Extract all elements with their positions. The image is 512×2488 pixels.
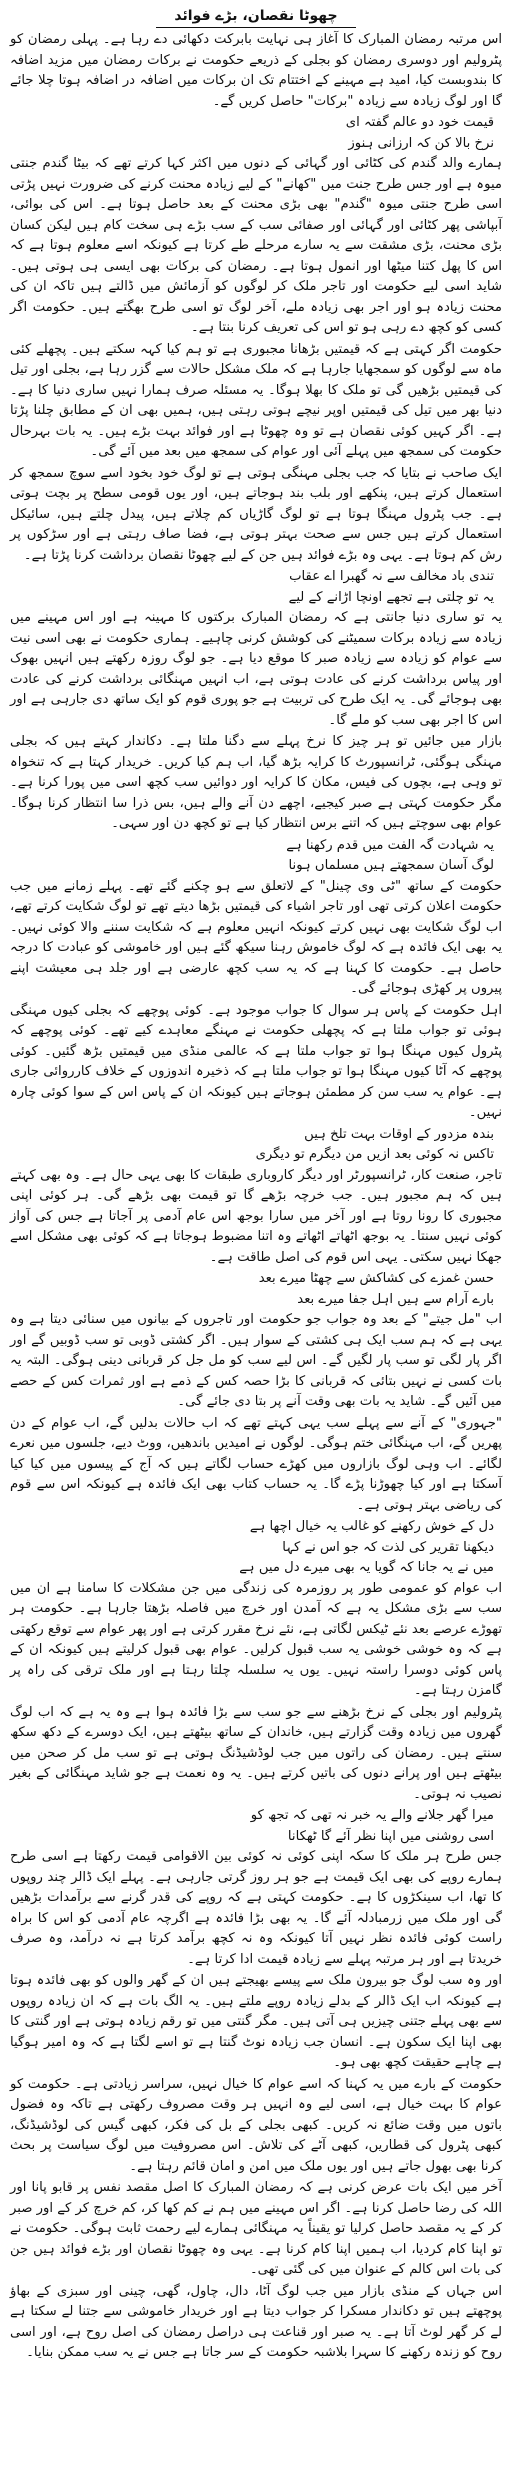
column-title: چھوٹا نقصان، بڑے فوائد	[10, 6, 502, 28]
paragraph: حکومت کے ساتھ "ٹی وی چینل" کے لاتعلق سے ہو چکنے گئے تھے۔ پہلے زمانے میں جب حکومت اعلان کرتی تھی اور تاجر اشیاء کی قیمتیں بڑھا دیتے تھے تو لوگ شکایت کرتے تھے، اب لوگ شکایت بھی نہیں کرتے کیونکہ انہیں معلوم ہے کہ شکایت سننے والا کوئی نہیں۔ یہ بھی ایک فائدہ ہے کہ لوگ خاموش رہنا سیکھ گئے ہیں اور خاموشی کو عبادت کا درجہ حاصل ہے۔ حکومت کا کہنا ہے کہ یہ سب کچھ عارضی ہے اور جلد ہی معیشت اپنے پیروں پر کھڑی ہوجائے گی۔	[10, 878, 502, 996]
verse-line: اسی روشنی میں اپنا نظر آئے گا ٹھکانا	[287, 1828, 494, 1844]
paragraph: بازار میں جائیں تو ہر چیز کا نرخ پہلے سے دگنا ملتا ہے۔ دکاندار کہتے ہیں کہ بجلی مہنگی ہوگئی، ٹرانسپورٹ کا کرایہ بڑھ گیا، اب ہم کیا کریں۔ خریدار کہتا ہے کہ تنخواہ تو وہی ہے، بچوں کی فیس، مکان کا کرایہ اور دوائیں سب کچھ اسی میں پورا کرنا ہے۔ مگر حکومت کہتی ہے صبر کیجیے، اچھے دن آنے والے ہیں، بس ذرا سا انتظار کرنا ہوگا۔ عوام بھی سوچتے ہیں کہ اتنے برس انتظار کیا ہے تو کچھ دن اور سہی۔	[10, 734, 502, 831]
paragraph: اور وہ سب لوگ جو بیرون ملک سے پیسے بھیجتے ہیں ان کے گھر والوں کو بھی فائدہ ہوتا ہے کیونکہ اب ایک ڈالر کے بدلے زیادہ روپے ملتے ہیں۔ یہ الگ بات ہے کہ ان زیادہ روپوں سے بھی پہلے جتنی چیزیں ہی آتی ہیں۔ مگر گنتی میں تو رقم زیادہ ہوتی ہے اور گنتی کا بھی اپنا ایک سکون ہے۔ انسان جب زیادہ نوٹ گنتا ہے تو اسے لگتا ہے کہ وہ امیر ہوگیا ہے چاہے حقیقت کچھ بھی ہو۔	[10, 1973, 502, 2070]
paragraph: اب "مل جیتے" کے بعد وہ جواب جو حکومت اور تاجروں کے بیانوں میں سنائی دیتا ہے وہ یہی ہے کہ ہم سب ایک ہی کشتی کے سوار ہیں۔ اگر کشتی ڈوبی تو سب ڈوبیں گے اور اگر پار لگی تو سب پار لگیں گے۔ اس لیے سب کو مل جل کر قربانی دینی ہوگی۔ البتہ یہ بات کسی نے نہیں بتائی کہ قربانی کا بڑا حصہ کس کے ذمے ہے اور ثمرات کس کے حصے میں آئیں گے۔ شاید یہ بات بھی وقت آنے پر بتا دی جائے گی۔	[10, 1312, 502, 1409]
verse-line: قیمت خود دو عالم گفتہ ای	[345, 115, 494, 130]
paragraph: "جہوری" کے آنے سے پہلے سب یہی کہتے تھے کہ اب حالات بدلیں گے، اب عوام کے دن پھریں گے، اب مہنگائی ختم ہوگی۔ لوگوں نے امیدیں باندھیں، ووٹ دیے، جلسوں میں نعرے لگائے۔ اب وہی لوگ بازاروں میں کھڑے حساب لگاتے ہیں کہ آج کے پیسوں میں کیا کیا آسکتا ہے اور کیا چھوڑنا پڑے گا۔ یہ حساب کتاب بھی ایک فائدہ ہے کیونکہ اس سے قوم کی ریاضی بہتر ہوتی ہے۔	[10, 1415, 502, 1513]
verse-line: تاکس نہ کوئی بعد ازیں من دیگرم تو دیگری	[255, 1147, 494, 1162]
verse-line: دل کے خوش رکھنے کو غالب یہ خیال اچھا ہے	[249, 1519, 494, 1534]
verse-line: یہ تو چلتی ہے تجھے اونچا اڑانے کے لیے	[288, 589, 494, 605]
verse-line: میں نے یہ جانا کہ گویا یہ بھی میرے دل میں ہے	[239, 1560, 494, 1575]
verse-line: نرخ بالا کن کہ ارزانی ہنوز	[348, 135, 494, 151]
paragraph: حکومت اگر کہتی ہے کہ قیمتیں بڑھانا مجبوری ہے تو ہم کیا کہہ سکتے ہیں۔ پچھلے کئی ماہ سے لوگوں کو سمجھایا جارہا ہے کہ ملک مشکل حالات سے گزر رہا ہے، بجلی اور تیل کی قیمتیں بڑھیں گی تو ملک کا بھلا ہوگا۔ یہ مسئلہ صرف ہمارا نہیں ساری دنیا کا ہے۔ دنیا بھر میں تیل کی قیمتیں اوپر نیچے ہوتی رہتی ہیں، ہمیں بھی ان کے مطابق چلنا پڑتا ہے۔ اگر کہیں کوئی نقصان ہے تو وہ چھوٹا ہے اور فوائد بہت بڑے ہیں۔ یہ بات بہرحال حکومت کی سمجھ میں پہلے آئی اور عوام کی سمجھ میں بعد میں آئے گی۔	[10, 341, 502, 459]
verse-line: دیکھنا تقریر کی لذت کہ جو اس نے کہا	[282, 1539, 494, 1555]
paragraph: ایک صاحب نے بتایا کہ جب بجلی مہنگی ہوتی ہے تو لوگ خود بخود اسے سوچ سمجھ کر استعمال کرتے ہیں، پنکھے اور بلب بند ہوجاتے ہیں، اور یوں قومی سطح پر بچت ہوتی ہے۔ جب پٹرول مہنگا ہوتا ہے تو لوگ گاڑیاں کم چلاتے ہیں، پیدل چلتے ہیں، سائیکل استعمال کرتے ہیں جس سے صحت بہتر ہوتی ہے، فضا صاف رہتی ہے اور سڑکوں پر رش کم ہوتا ہے۔ یہی وہ بڑے فوائد ہیں جن کے لیے چھوٹا نقصان برداشت کرنا پڑتا ہے۔	[10, 465, 502, 563]
verse-line: تندی باد مخالف سے نہ گھبرا اے عقاب	[289, 569, 494, 584]
verse-line: میرا گھر جلانے والے یہ خبر نہ تھی کہ تجھ کو	[250, 1808, 494, 1823]
verse-line: حسن غمزے کی کشاکش سے چھٹا میرے بعد	[258, 1271, 494, 1286]
paragraph: آخر میں ایک بات عرض کرنی ہے کہ رمضان المبارک کا اصل مقصد نفس پر قابو پانا اور اللہ کی رضا حاصل کرنا ہے۔ اگر اس مہینے میں ہم نے کم کھا کر، کم خرچ کر کے اور صبر کر کے یہ مقصد حاصل کرلیا تو یقیناً یہ مہنگائی ہمارے لیے رحمت ثابت ہوگی۔ حکومت نے تو اپنا کام کردیا، اب ہمیں اپنا کام کرنا ہے۔ یہی وہ چھوٹا نقصان اور بڑے فوائد ہیں جن کی بات اس کالم کے عنوان میں کی گئی تھی۔	[10, 2180, 502, 2277]
paragraph: اس جہاں کے منڈی بازار میں جب لوگ آٹا، دال، چاول، گھی، چینی اور سبزی کے بھاؤ پوچھتے ہیں تو دکاندار مسکرا کر جواب دیتا ہے اور خریدار خاموشی سے جتنا لے سکتا ہے لے کر گھر لوٹ آتا ہے۔ یہ صبر اور قناعت ہی دراصل رمضان کی اصل روح ہے، اور اسی روح کو زندہ رکھنے کا سہرا بلاشبہ حکومت کے سر جاتا ہے جس نے یہ سب ممکن بنایا۔	[10, 2283, 502, 2360]
paragraph: جس طرح ہر ملک کا سکہ اپنی کوئی نہ کوئی بین الاقوامی قیمت رکھتا ہے اسی طرح ہمارے روپے کی بھی ایک قیمت ہے جو ہر روز گرتی جارہی ہے۔ پہلے ایک ڈالر چند روپوں کا تھا، اب سینکڑوں کا ہے۔ حکومت کہتی ہے کہ روپے کی قدر گرنے سے برآمدات بڑھیں گی اور ملک میں زرمبادلہ آئے گا۔ یہ بھی بڑا فائدہ ہے اگرچہ عام آدمی کو اس کا براہ راست کوئی فائدہ نظر نہیں آتا کیونکہ وہ نہ کچھ برآمد کرتا ہے نہ درآمد، وہ صرف خریدتا ہے اور ہر مرتبہ پہلے سے زیادہ قیمت ادا کرتا ہے۔	[10, 1849, 502, 1967]
verse-line: یہ شہادت گہ الفت میں قدم رکھنا ہے	[286, 837, 494, 853]
paragraph: اب عوام کو عمومی طور پر روزمرہ کی زندگی میں جن مشکلات کا سامنا ہے ان میں سب سے بڑی مشکل یہ ہے کہ آمدن اور خرچ میں فاصلہ بڑھتا جارہا ہے۔ حکومت ہر تھوڑے عرصے بعد نئے ٹیکس لگاتی ہے، نئے نرخ مقرر کرتی ہے اور پھر عوام سے توقع رکھتی ہے کہ وہ خوشی خوشی یہ سب قبول کرلیں۔ عوام بھی قبول کرلیتے ہیں کیونکہ ان کے پاس کوئی دوسرا راستہ نہیں۔ یوں یہ سلسلہ چلتا رہتا ہے اور ملک ترقی کی راہ پر گامزن رہتا ہے۔	[10, 1580, 502, 1698]
paragraph: ہمارے والد گندم کی کٹائی اور گہائی کے دنوں میں اکثر کہا کرتے تھے کہ بیٹا گندم جنتی میوہ ہے اور جس طرح جنت میں "کھانے" کے لیے زیادہ محنت کرنے کی ضرورت نہیں پڑتی اسی طرح جنتی میوہ "گندم" بھی بڑی محنت کے بعد حاصل ہوتا ہے۔ اس کی بوائی، آبپاشی پھر کٹائی اور گہائی اور صفائی سب کے سب بڑے ہی سخت کام ہیں لیکن کسان بڑی محنت، بڑی مشقت سے یہ سارے مرحلے طے کرتا ہے کیونکہ اسے معلوم ہوتا ہے کہ اس کا پھل کتنا میٹھا اور انمول ہوتا ہے۔ رمضان کی برکات بھی ایسی ہی ہوتی ہیں۔ شاید اسی لیے حکومت اور تاجر ملک کر لوگوں کو آزمائش میں ڈالتے ہیں تاکہ ان کی محنت زیادہ ہو اور اجر بھی زیادہ ملے، آخر لوگ تو اسی طرح بھگتے ہیں۔ حکومت اگر کسی کو کچھ دے رہی ہو تو اس کی تعریف کرنا بنتا ہے۔	[10, 156, 502, 335]
paragraph: حکومت کے بارے میں یہ کہنا کہ اسے عوام کا خیال نہیں، سراسر زیادتی ہے۔ حکومت کو عوام کا بہت خیال ہے، اسی لیے وہ انہیں ہر وقت مصروف رکھتی ہے تاکہ وہ فضول باتوں میں وقت ضائع نہ کریں۔ کبھی بجلی کے بل کی فکر، کبھی گیس کی لوڈشیڈنگ، کبھی پٹرول کی قطاریں، کبھی آٹے کی تلاش۔ اس مصروفیت میں لوگ سیاست پر بحث کرنا بھی بھول جاتے ہیں اور یوں ملک میں امن و امان قائم رہتا ہے۔	[10, 2076, 502, 2174]
verse-line: لوگ آسان سمجھتے ہیں مسلماں ہونا	[288, 858, 494, 873]
paragraph: اہل حکومت کے پاس ہر سوال کا جواب موجود ہے۔ کوئی پوچھے کہ بجلی کیوں مہنگی ہوئی تو جواب ملتا ہے کہ پچھلی حکومت نے مہنگے معاہدے کیے تھے۔ کوئی پوچھے کہ پٹرول کیوں مہنگا ہوا تو جواب ملتا ہے کہ عالمی منڈی میں قیمتیں بڑھ گئیں۔ کوئی پوچھے کہ آٹا کیوں مہنگا ہوا تو جواب ملتا ہے کہ ذخیرہ اندوزوں کے خلاف کارروائی جاری ہے۔ عوام یہ سب سن کر مطمئن ہوجاتے ہیں کیونکہ ان کے پاس اس کے سوا کوئی چارہ نہیں۔	[10, 1002, 502, 1120]
verse-line: بندہ مزدور کے اوقات بہت تلخ ہیں	[304, 1126, 494, 1142]
paragraph: پٹرولیم اور بجلی کے نرخ بڑھنے سے جو سب سے بڑا فائدہ ہوا ہے وہ یہ ہے کہ اب لوگ گھروں میں زیادہ وقت گزارتے ہیں، خاندان کے ساتھ بیٹھتے ہیں، ایک دوسرے کے دکھ سکھ سنتے ہیں۔ رمضان کی راتوں میں جب لوڈشیڈنگ ہوتی ہے تو سب مل کر صحن میں بیٹھتے ہیں اور پرانے دنوں کی باتیں کرتے ہیں۔ یہ وہ نعمت ہے جو شاید مہنگائی کے بغیر نصیب نہ ہوتی۔	[10, 1704, 502, 1802]
paragraph: یہ تو ساری دنیا جانتی ہے کہ رمضان المبارک برکتوں کا مہینہ ہے اور اس مہینے میں زیادہ سے زیادہ برکات سمیٹنے کی کوشش کرنی چاہیے۔ ہماری حکومت نے بھی اسی نیت سے عوام کو زیادہ سے زیادہ صبر کا موقع دیا ہے۔ جو لوگ روزہ رکھتے ہیں انہیں بھوک اور پیاس برداشت کرنے کی عادت ہوتی ہے، اب انہیں مہنگائی برداشت کرنے کی عادت بھی ہوجائے گی۔ یہ ایک طرح کی تربیت ہے جو پوری قوم کو ایک ساتھ دی جارہی ہے اور اس کا اجر بھی سب کو ملے گا۔	[10, 610, 502, 728]
paragraph: تاجر، صنعت کار، ٹرانسپورٹر اور دیگر کاروباری طبقات کا بھی یہی حال ہے۔ وہ بھی کہتے ہیں کہ ہم مجبور ہیں۔ جب خرچہ بڑھے گا تو قیمت بھی بڑھے گی۔ ہر کوئی اپنی مجبوری کا رونا روتا ہے اور آخر میں سارا بوجھ اس عام آدمی پر آجاتا ہے جس کی آواز کوئی نہیں سنتا۔ یہ بوجھ اٹھاتے اٹھاتے وہ اتنا مضبوط ہوجاتا ہے کہ کوئی بھی مشکل اسے جھکا نہیں سکتی۔ یہی اس قوم کی اصل طاقت ہے۔	[10, 1167, 502, 1265]
verse-line: بارے آرام سے ہیں اہل جفا میرے بعد	[297, 1291, 494, 1307]
paragraph: اس مرتبہ رمضان المبارک کا آغاز ہی نہایت بابرکت دکھائی دے رہا ہے۔ پہلی رمضان کو پٹرولیم اور دوسری رمضان کو بجلی کے ذریعے حکومت نے برکات رمضان میں مزید اضافہ کا بندوبست کیا، امید ہے مہینے کے اختتام تک ان برکات میں اضافہ در اضافہ ہوتا چلا جائے گا اور لوگ زیادہ سے زیادہ "برکات" حاصل کریں گے۔	[10, 32, 502, 109]
column-body	[10, 30, 502, 2364]
